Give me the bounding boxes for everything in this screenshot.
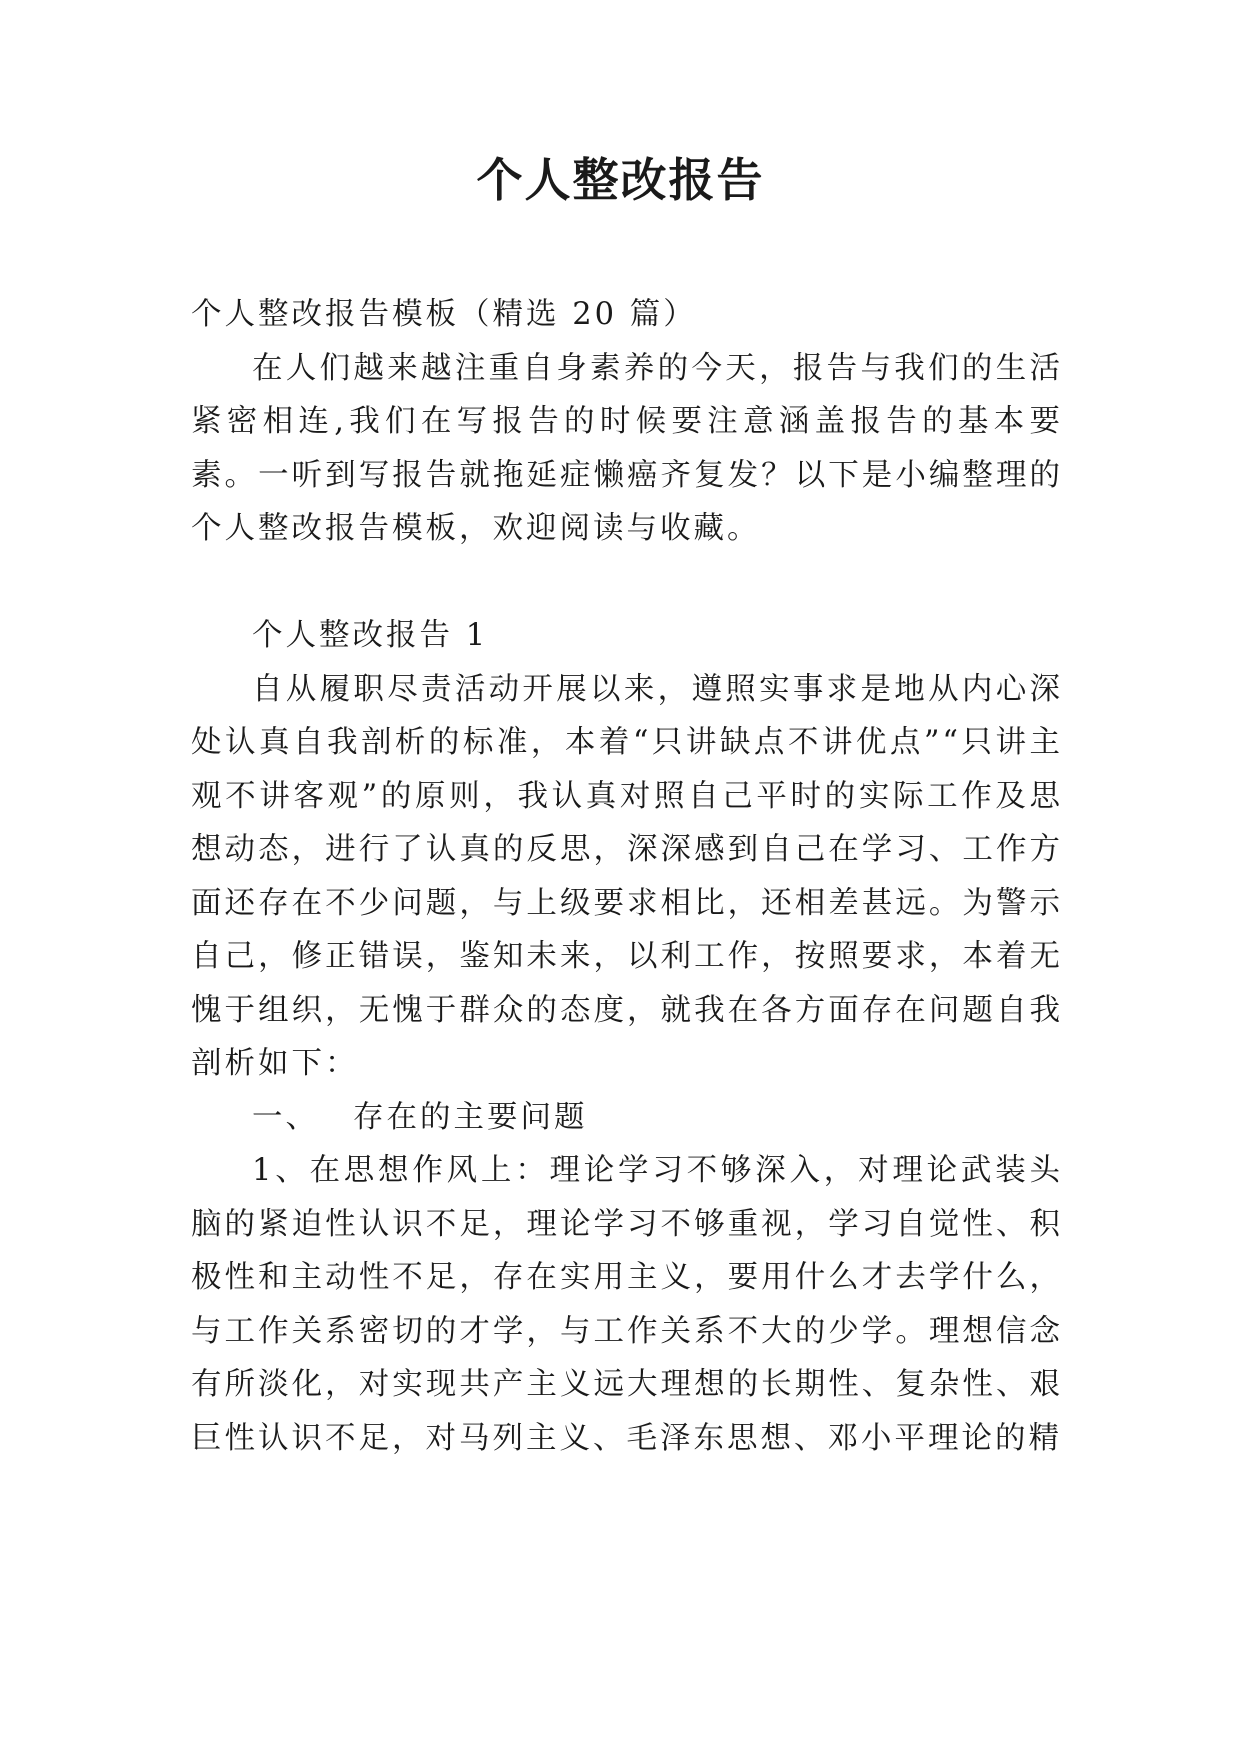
- subheading-text: 存在的主要问题: [353, 1099, 588, 1135]
- subheading-1: [191, 1091, 1063, 1145]
- body-paragraph-2: 1、在思想作风上：理论学习不够深入，对理论武装头脑的紧迫性认识不足，理论学习不够重视，学习自觉性、积极性和主动性不足，存在实用主义，要用什么才去学什么，与工作关系密切的才学，与工作关系不大的少学。理想信念有所淡化，对实现共产主义远大理想的长期性、复杂性、艰巨性认识不足，对马列主义、毛泽东思想、邓小平理论的精: [191, 1153, 1063, 1456]
- document-title: 个人整改报告: [476, 153, 765, 207]
- section-heading: 个人整改报告 1: [252, 618, 489, 653]
- intro-paragraph: 在人们越来越注重自身素养的今天，报告与我们的生活紧密相连,我们在写报告的时候要注意涵盖报告的基本要素。一听到写报告就拖延症懒癌齐复发？以下是小编整理的个人整改报告模板，欢迎阅读与收藏。: [191, 350, 1063, 546]
- body-paragraph-1: 自从履职尽责活动开展以来，遵照实事求是地从内心深处认真自我剖析的标准，本着“只讲缺点不讲优点”“只讲主观不讲客观”的原则，我认真对照自己平时的实际工作及思想动态，进行了认真的反思，深深感到自己在学习、工作方面还存在不少问题，与上级要求相比，还相差甚远。为警示自己，修正错误，鉴知未来，以利工作，按照要求，本着无愧于组织，无愧于群众的态度，就我在各方面存在问题自我剖析如下：: [191, 671, 1063, 1081]
- blank-line: [191, 556, 1063, 610]
- document-body: [191, 288, 1063, 1465]
- document-subtitle: 个人整改报告模板（精选 20 篇）: [191, 297, 697, 332]
- subheading-number: 一、: [252, 1099, 319, 1135]
